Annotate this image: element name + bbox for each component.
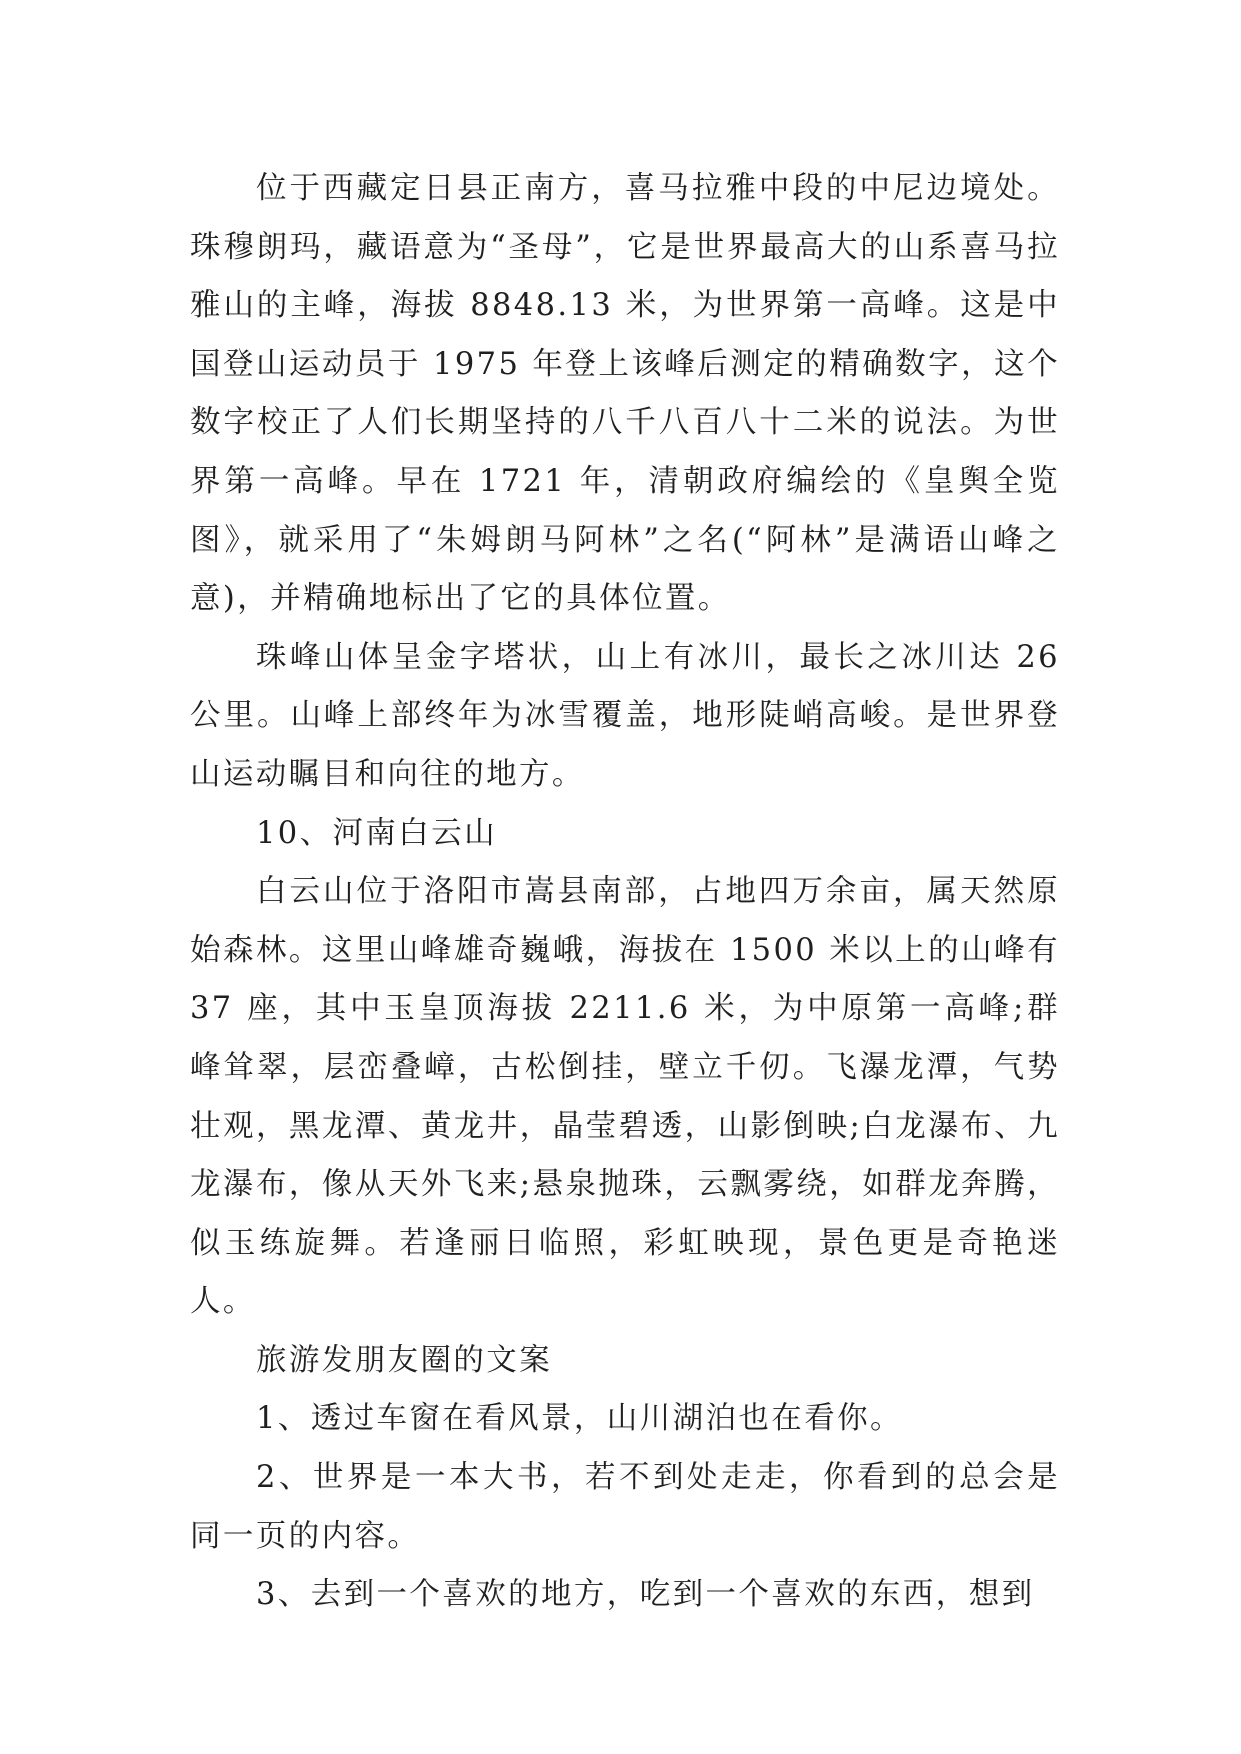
list-item-caption-2: 2、世界是一本大书，若不到处走走，你看到的总会是同一页的内容。	[190, 1460, 1060, 1554]
paragraph-baiyun-mountain: 白云山位于洛阳市嵩县南部，占地四万余亩，属天然原始森林。这里山峰雄奇巍峨，海拔在 1500 米以上的山峰有 37 座，其中玉皇顶海拔 2211.6 米，为中原第一高峰;群峰耸翠，层峦叠嶂，古松倒挂，壁立千仞。飞瀑龙潭，气势壮观，黑龙潭、黄龙井，晶莹碧透，山影倒映;白龙瀑布、九龙瀑布，像从天外飞来;悬泉抛珠，云飘雾绕，如群龙奔腾，似玉练旋舞。若逢丽日临照，彩虹映现，景色更是奇艳迷人。	[190, 874, 1060, 1320]
document-body	[190, 160, 1060, 1625]
paragraph-everest-location: 位于西藏定日县正南方，喜马拉雅中段的中尼边境处。珠穆朗玛，藏语意为“圣母”，它是世界最高大的山系喜马拉雅山的主峰，海拔 8848.13 米，为世界第一高峰。这是中国登山运动员于 1975 年登上该峰后测定的精确数字，这个数字校正了人们长期坚持的八千八百八十二米的说法。为世界第一高峰。早在 1721 年，清朝政府编绘的《皇舆全览图》，就采用了“朱姆朗马阿林”之名(“阿林”是满语山峰之意)，并精确地标出了它的具体位置。	[190, 171, 1060, 617]
paragraph-everest-shape: 珠峰山体呈金字塔状，山上有冰川，最长之冰川达 26 公里。山峰上部终年为冰雪覆盖，地形陡峭高峻。是世界登山运动瞩目和向往的地方。	[190, 639, 1060, 792]
section-heading-baiyun-mountain: 10、河南白云山	[256, 815, 498, 851]
section-heading-travel-captions: 旅游发朋友圈的文案	[256, 1342, 553, 1378]
list-item-caption-1: 1、透过车窗在看风景，山川湖泊也在看你。	[256, 1401, 903, 1437]
list-item-caption-3: 3、去到一个喜欢的地方，吃到一个喜欢的东西，想到	[256, 1577, 1035, 1613]
